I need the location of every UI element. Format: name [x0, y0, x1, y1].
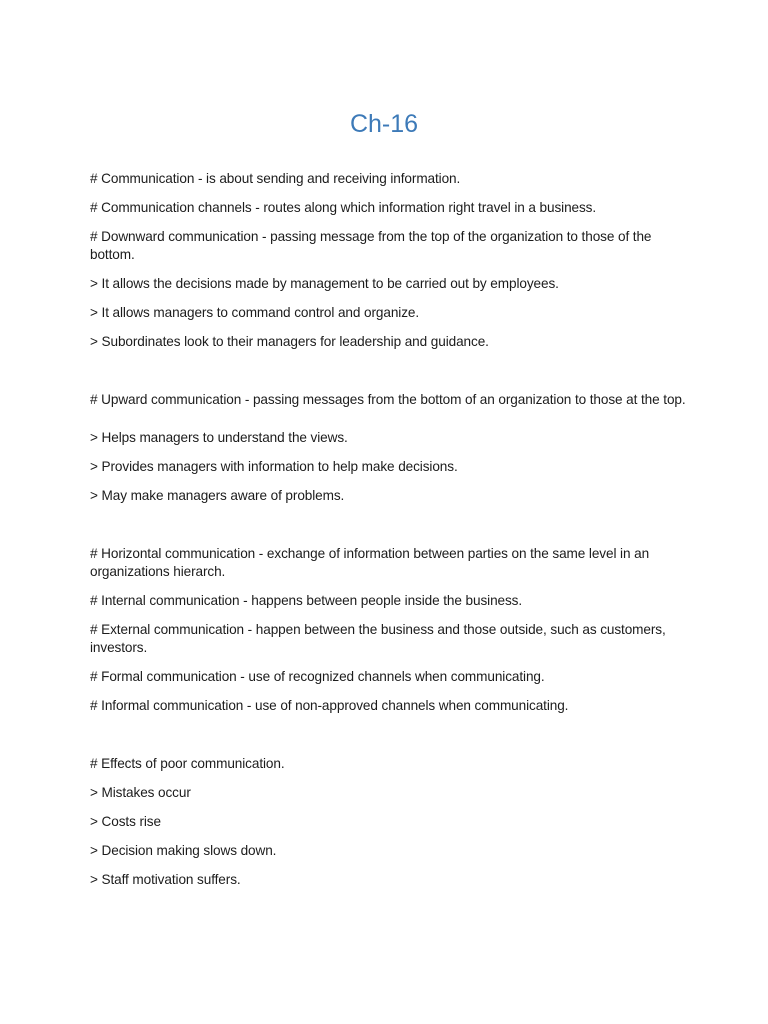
paragraph-horizontal-communication: # Horizontal communication - exchange of information between parties on the same level in an organizations hierarch. — [90, 546, 650, 579]
bullet-downward-1: > It allows the decisions made by management to be carried out by employees. — [90, 276, 559, 291]
bullet-downward-2: > It allows managers to command control and organize. — [90, 305, 420, 320]
bullet-effects-3: > Decision making slows down. — [90, 843, 277, 858]
paragraph-formal-communication: # Formal communication - use of recognized channels when communicating. — [90, 669, 545, 684]
paragraph-effects-poor-communication: # Effects of poor communication. — [90, 756, 285, 771]
bullet-upward-3: > May make managers aware of problems. — [90, 488, 345, 503]
bullet-effects-1: > Mistakes occur — [90, 785, 191, 800]
paragraph-upward-communication: # Upward communication - passing messages from the bottom of an organization to those at the top. — [90, 392, 686, 407]
bullet-effects-4: > Staff motivation suffers. — [90, 872, 241, 887]
paragraph-informal-communication: # Informal communication - use of non-approved channels when communicating. — [90, 698, 569, 713]
bullet-upward-2: > Provides managers with information to help make decisions. — [90, 459, 458, 474]
bullet-downward-3: > Subordinates look to their managers for leadership and guidance. — [90, 334, 489, 349]
bullet-upward-1: > Helps managers to understand the views. — [90, 430, 348, 445]
paragraph-internal-communication: # Internal communication - happens between people inside the business. — [90, 593, 523, 608]
paragraph-external-communication: # External communication - happen between the business and those outside, such as customers, investors. — [90, 622, 666, 655]
document-body — [90, 170, 690, 889]
paragraph-communication-channels: # Communication channels - routes along which information right travel in a business. — [90, 200, 597, 215]
paragraph-downward-communication: # Downward communication - passing message from the top of the organization to those of the bottom. — [90, 229, 652, 262]
paragraph-communication: # Communication - is about sending and receiving information. — [90, 171, 461, 186]
bullet-effects-2: > Costs rise — [90, 814, 161, 829]
page-title: Ch-16 — [349, 110, 419, 138]
